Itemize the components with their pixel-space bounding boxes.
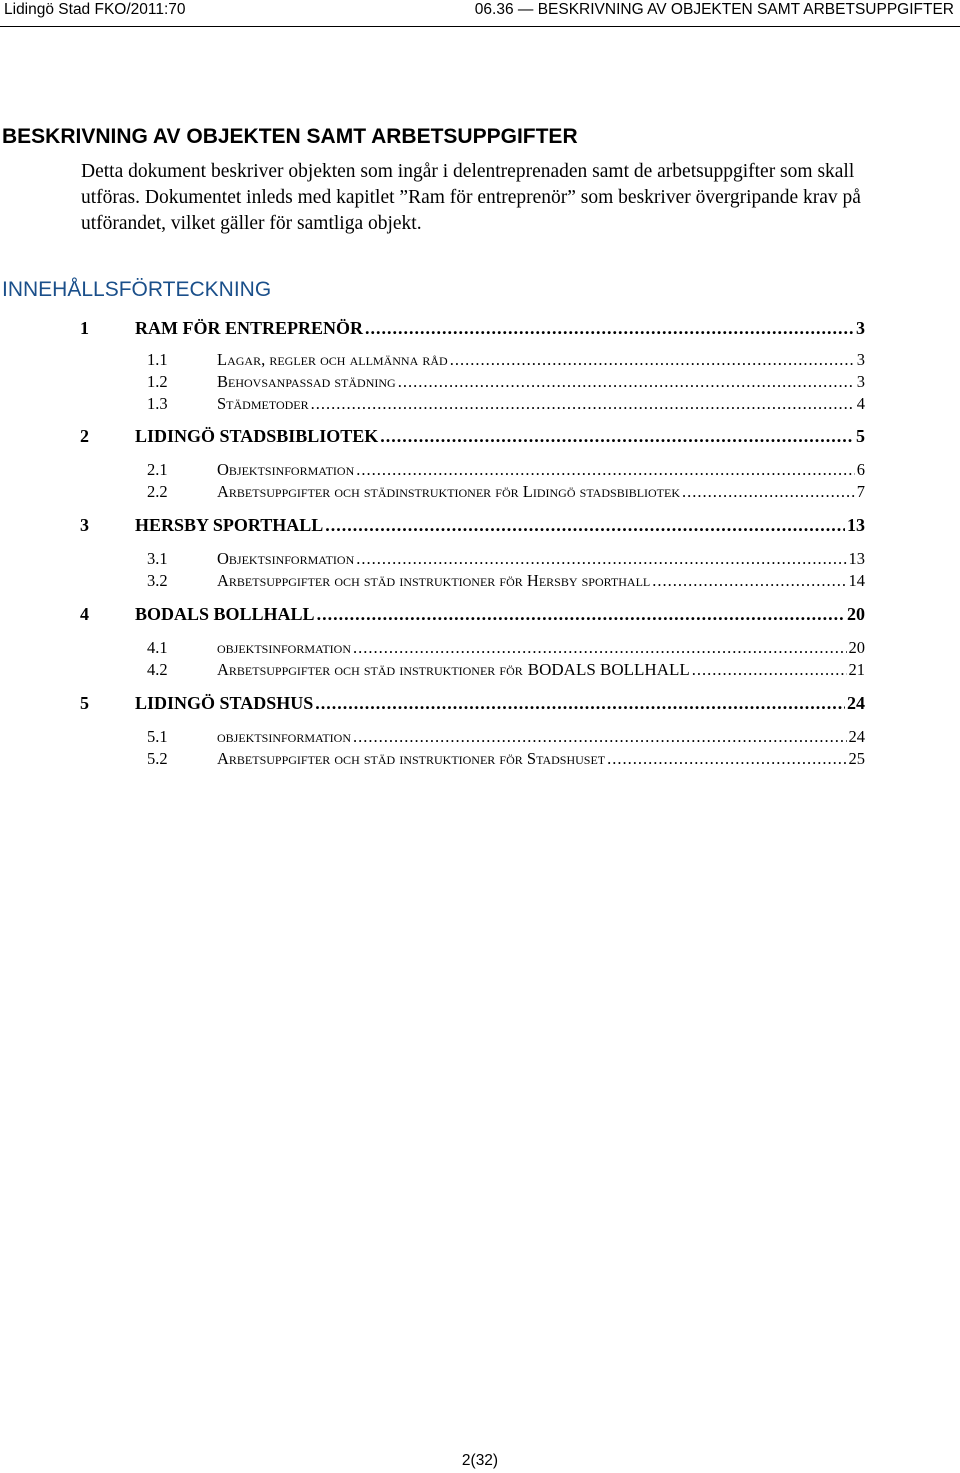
toc-number: 1.2 [147, 372, 168, 391]
toc-number: 3.2 [147, 571, 168, 590]
toc-leader [365, 318, 854, 339]
toc-leader [652, 571, 846, 591]
toc-entry[interactable] [80, 604, 865, 625]
toc-page-number: 6 [856, 460, 865, 479]
toc-leader [692, 660, 847, 680]
toc-text: objektsinformation [217, 638, 352, 657]
toc-text: BODALS BOLLHALL [135, 604, 315, 624]
toc-number: 5 [80, 693, 89, 713]
toc-number: 1 [80, 318, 89, 338]
intro-paragraph: Detta dokument beskriver objekten som ingår i delentreprenaden samt de arbetsuppgifter som skall utföras. Dokumentet inleds med kapitlet ”Ram för entreprenör” som beskriver övergripande krav på utförandet, vilket gäller för samtliga objekt. [81, 161, 861, 234]
toc-text: Behovsanpassad städning [217, 372, 396, 391]
toc-number: 2 [80, 426, 89, 446]
toc-leader [311, 394, 855, 414]
toc-text: LIDINGÖ STADSBIBLIOTEK [135, 426, 379, 446]
toc-leader [450, 350, 855, 370]
toc-page-number: 13 [848, 549, 865, 568]
toc-entry[interactable] [147, 660, 865, 680]
toc-leader [356, 549, 846, 569]
toc-number: 3 [80, 515, 89, 535]
toc-page-number: 24 [848, 727, 865, 746]
toc-entry[interactable] [147, 749, 865, 769]
toc-text: Arbetsuppgifter och städinstruktioner för Lidingö stadsbibliotek [217, 482, 681, 501]
toc-number: 4.1 [147, 638, 168, 657]
toc-leader [353, 727, 846, 747]
toc-text: Arbetsuppgifter och städ instruktioner för Hersby sporthall [217, 571, 651, 590]
toc-text: HERSBY SPORTHALL [135, 515, 324, 535]
toc-number: 4.2 [147, 660, 168, 679]
toc-leader [607, 749, 846, 769]
toc-entry[interactable] [80, 693, 865, 714]
toc-text: RAM FÖR ENTREPRENÖR [135, 318, 363, 338]
toc-number: 4 [80, 604, 89, 624]
toc-page-number: 5 [856, 426, 865, 446]
toc-page-number: 13 [847, 515, 865, 535]
toc-page-number: 4 [856, 394, 865, 413]
header-document-id: Lidingö Stad FKO/2011:70 [4, 1, 186, 18]
toc-entry[interactable] [80, 426, 865, 447]
toc-leader [317, 604, 845, 625]
toc-number: 2.2 [147, 482, 168, 501]
toc-page-number: 25 [848, 749, 865, 768]
toc-page-number: 3 [856, 318, 865, 338]
toc-page-number: 20 [847, 604, 865, 624]
toc-text: Objektsinformation [217, 460, 355, 479]
toc-number: 2.1 [147, 460, 168, 479]
toc-entry[interactable] [147, 394, 865, 414]
toc-entry[interactable] [147, 482, 865, 502]
toc-text: objektsinformation [217, 727, 352, 746]
toc-text: Lagar, regler och allmänna råd [217, 350, 448, 369]
toc-entry[interactable] [147, 372, 865, 392]
document-title: BESKRIVNING AV OBJEKTEN SAMT ARBETSUPPGIFTER [2, 125, 578, 148]
toc-page-number: 7 [856, 482, 865, 501]
toc-leader [682, 482, 855, 502]
toc-leader [315, 693, 845, 714]
toc-page-number: 20 [848, 638, 865, 657]
toc-leader [398, 372, 855, 392]
toc-text-extra: BODALS BOLLHALL [527, 660, 690, 679]
toc-text: Objektsinformation [217, 549, 355, 568]
toc-number: 5.1 [147, 727, 168, 746]
toc-entry[interactable] [147, 350, 865, 370]
toc-entry[interactable] [147, 638, 865, 658]
toc-page-number: 24 [847, 693, 865, 713]
toc-page-number: 14 [848, 571, 865, 590]
toc-entry[interactable] [147, 549, 865, 569]
toc-number: 1.1 [147, 350, 168, 369]
toc-page-number: 21 [848, 660, 865, 679]
toc-leader [356, 460, 854, 480]
toc-text: Städmetoder [217, 394, 309, 413]
toc-number: 5.2 [147, 749, 168, 768]
toc-leader [380, 426, 854, 447]
toc-entry[interactable] [80, 515, 865, 536]
toc-number: 1.3 [147, 394, 168, 413]
toc-text: Arbetsuppgifter och städ instruktioner för Stadshuset [217, 749, 606, 768]
toc-entry[interactable] [80, 318, 865, 339]
toc-page-number: 3 [856, 372, 865, 391]
toc-entry[interactable] [147, 460, 865, 480]
toc-text: Arbetsuppgifter och städ instruktioner för [217, 660, 523, 679]
toc-leader [325, 515, 845, 536]
toc-leader [353, 638, 846, 658]
toc-entry[interactable] [147, 727, 865, 747]
header-section-title: 06.36 — BESKRIVNING AV OBJEKTEN SAMT ARBETSUPPGIFTER [474, 1, 954, 18]
toc-number: 3.1 [147, 549, 168, 568]
toc-heading: INNEHÅLLSFÖRTECKNING [2, 278, 272, 301]
toc-entry[interactable] [147, 571, 865, 591]
toc-page-number: 3 [856, 350, 865, 369]
toc-text: LIDINGÖ STADSHUS [135, 693, 314, 713]
page-number: 2(32) [461, 1452, 499, 1469]
